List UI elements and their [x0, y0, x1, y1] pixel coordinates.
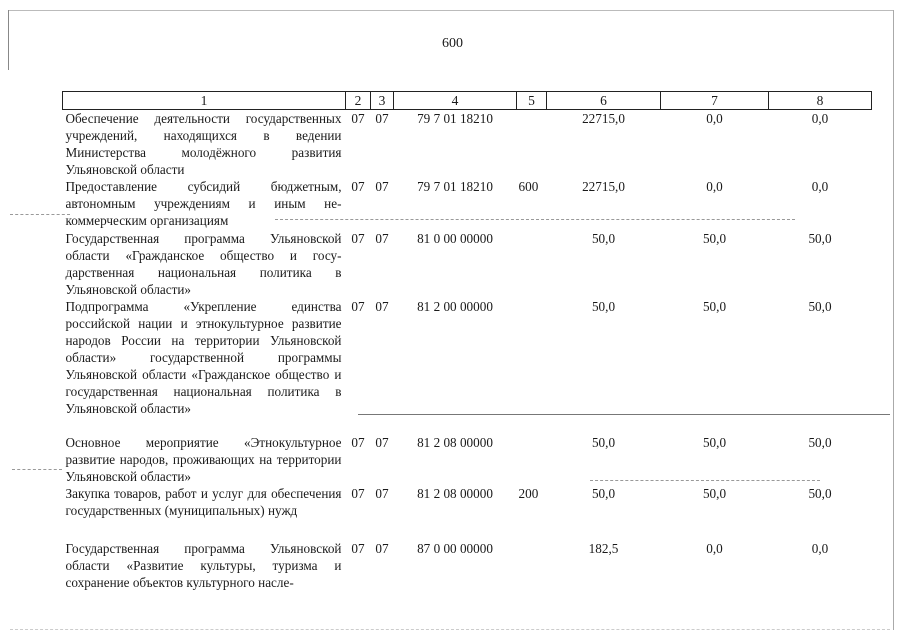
header-col-2: 2 [346, 92, 371, 110]
row-value-6: 22715,0 [582, 111, 625, 126]
row-target-article: 79 7 01 18210 [417, 179, 493, 194]
scan-frame-top [8, 10, 893, 11]
table-header [63, 92, 872, 110]
row-target-article: 79 7 01 18210 [417, 111, 493, 126]
page-number: 600 [442, 36, 463, 51]
scan-artifact-dashes [590, 480, 820, 481]
scan-artifact-dashes [10, 214, 70, 215]
row-section: 07 [351, 435, 365, 450]
table-row [63, 230, 872, 298]
row-value-8: 50,0 [808, 299, 832, 314]
row-subsection: 07 [375, 299, 389, 314]
header-col-3: 3 [371, 92, 394, 110]
row-value-7: 50,0 [702, 435, 727, 450]
row-subsection: 07 [375, 541, 389, 556]
row-name: Предоставление субсидий бюджетным, автономным учреждениям и иным некоммерческим организациям [65, 179, 342, 228]
scan-artifact-dashes [12, 469, 62, 470]
row-value-6: 50,0 [591, 486, 616, 501]
table-row [63, 434, 872, 485]
budget-table [62, 91, 872, 591]
row-section: 07 [351, 179, 365, 194]
row-subsection: 07 [375, 179, 389, 194]
row-value-7: 50,0 [702, 231, 727, 246]
row-value-6: 22715,0 [582, 179, 625, 194]
header-col-7: 7 [661, 92, 769, 110]
row-value-7: 50,0 [702, 486, 727, 501]
header-col-5: 5 [517, 92, 547, 110]
row-expense-type [517, 434, 547, 485]
table-row [63, 540, 872, 591]
row-section: 07 [351, 541, 365, 556]
row-expense-type [517, 230, 547, 298]
row-subsection: 07 [375, 435, 389, 450]
header-col-8: 8 [769, 92, 872, 110]
scan-frame-right [893, 10, 894, 630]
row-value-7: 0,0 [706, 111, 723, 126]
row-value-7: 0,0 [706, 541, 723, 556]
row-value-6: 50,0 [591, 435, 616, 450]
row-name: Подпрограмма «Укрепление единства российской нации и этнокультурное развитие народов России на территории Ульяновской области» государственной программы Ульяновской области «Гражданское общество и государственная национальная политика в Ульяновской области» [65, 299, 342, 416]
scan-artifact-line [358, 414, 890, 415]
row-expense-type: 200 [518, 486, 539, 501]
row-subsection: 07 [375, 486, 389, 501]
row-value-7: 0,0 [706, 179, 723, 194]
row-subsection: 07 [375, 231, 389, 246]
table-row [63, 178, 872, 230]
row-name: Государственная программа Ульяновской области «Развитие культуры, туризма и сохранение объектов культурного насле- [65, 541, 342, 590]
row-section: 07 [351, 486, 365, 501]
table-row [63, 110, 872, 179]
row-name: Закупка товаров, работ и услуг для обеспечения государственных (муниципальных) нужд [65, 486, 342, 518]
row-target-article: 81 2 00 00000 [417, 299, 493, 314]
header-col-6: 6 [547, 92, 661, 110]
header-col-4: 4 [394, 92, 517, 110]
row-target-article: 81 2 08 00000 [417, 435, 493, 450]
row-expense-type: 600 [518, 179, 539, 194]
row-name: Обеспечение деятельности государственных учреждений, находящихся в ведении Министерства молодёжного развития Ульяновской области [65, 111, 342, 177]
row-value-8: 0,0 [811, 111, 829, 126]
row-expense-type [517, 110, 547, 179]
row-target-article: 81 2 08 00000 [417, 486, 493, 501]
scan-artifact-dashes [10, 629, 890, 630]
row-value-8: 50,0 [808, 435, 832, 450]
row-value-6: 50,0 [591, 299, 616, 314]
table-row [63, 485, 872, 540]
row-section: 07 [351, 299, 365, 314]
row-section: 07 [351, 111, 365, 126]
row-name: Государственная программа Ульяновской области «Гражданское общество и государственная национальная политика в Ульяновской области» [65, 231, 342, 297]
row-expense-type [517, 540, 547, 591]
scan-artifact-dashes [275, 219, 795, 220]
row-section: 07 [351, 231, 365, 246]
row-value-8: 50,0 [808, 231, 832, 246]
row-target-article: 81 0 00 00000 [417, 231, 493, 246]
header-col-1: 1 [63, 92, 346, 110]
row-value-8: 0,0 [811, 179, 829, 194]
row-value-7: 50,0 [702, 299, 727, 314]
row-value-6: 182,5 [588, 541, 619, 556]
row-value-8: 50,0 [808, 486, 832, 501]
row-subsection: 07 [375, 111, 389, 126]
row-value-6: 50,0 [591, 231, 616, 246]
row-name: Основное мероприятие «Этнокультурное развитие народов, проживающих на территории Ульяновской области» [65, 435, 342, 484]
row-value-8: 0,0 [811, 541, 829, 556]
row-target-article: 87 0 00 00000 [417, 541, 493, 556]
